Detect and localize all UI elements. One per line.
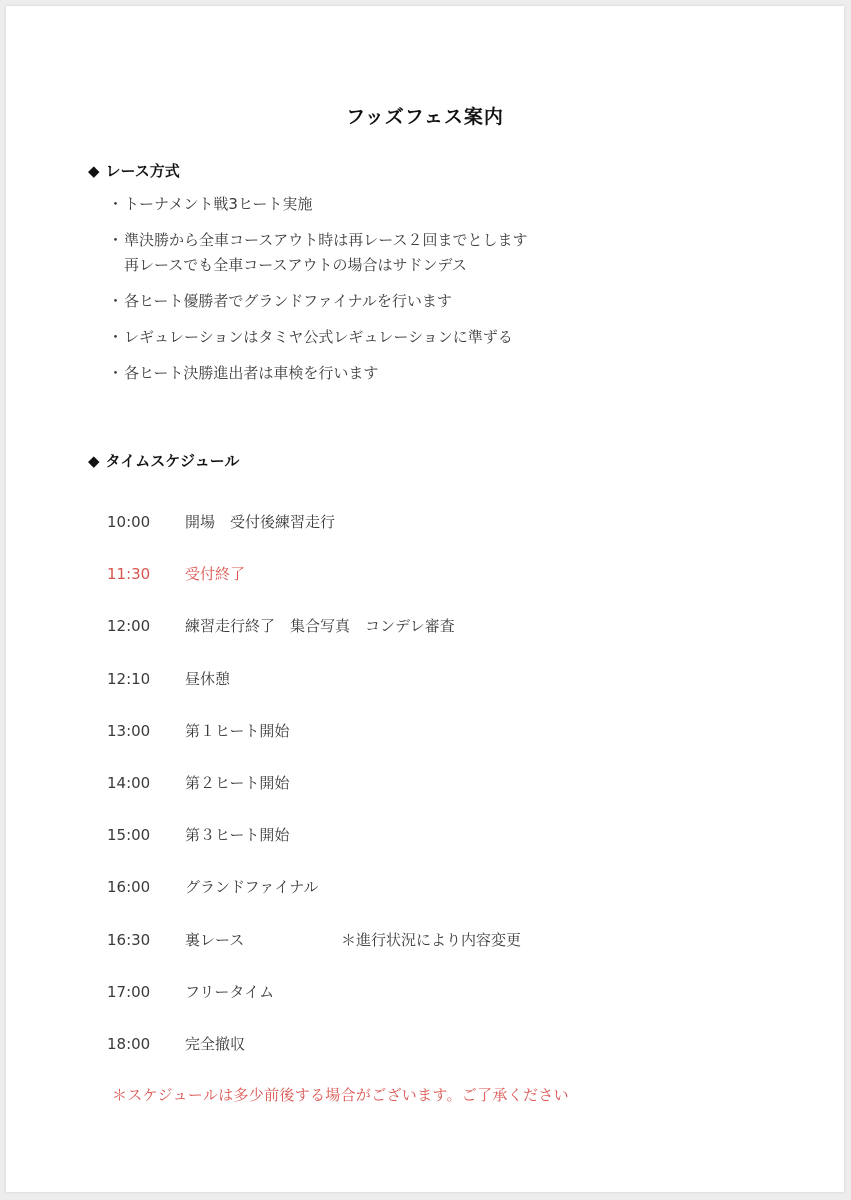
schedule-row <box>107 614 807 666</box>
schedule-row <box>107 771 807 823</box>
race-format-item <box>106 325 806 350</box>
schedule-row <box>107 875 807 927</box>
schedule-event: 昼休憩 <box>185 669 231 688</box>
schedule-note: ＊進行状況により内容変更 <box>341 930 522 949</box>
schedule-time: 12:00 <box>107 617 151 636</box>
schedule-time: 11:30 <box>107 565 151 584</box>
bullet-dot-icon: ・ <box>108 195 124 213</box>
schedule-time: 13:00 <box>107 721 151 740</box>
schedule-footnote: ＊スケジュールは多少前後する場合がございます。ご了承ください <box>112 1086 569 1104</box>
time-schedule-heading-label: タイムスケジュール <box>105 452 240 470</box>
race-format-item <box>106 228 806 278</box>
race-format-item-text: 準決勝から全車コースアウト時は再レース２回までとします <box>124 231 528 249</box>
bullet-dot-icon: ・ <box>108 328 124 346</box>
schedule-event: 開場 受付後練習走行 <box>185 513 336 531</box>
race-format-item-text: 各ヒート決勝進出者は車検を行います <box>124 364 379 382</box>
schedule-row <box>107 667 807 719</box>
schedule-row <box>107 823 807 875</box>
time-schedule-heading <box>88 450 239 471</box>
schedule-time: 14:00 <box>107 773 151 792</box>
schedule-row <box>107 1032 807 1084</box>
schedule-event: フリータイム <box>185 982 275 1001</box>
schedule-event: 第２ヒート開始 <box>185 773 290 792</box>
bullet-dot-icon: ・ <box>108 292 124 310</box>
document-page <box>6 6 844 1192</box>
schedule-time: 12:10 <box>107 669 151 688</box>
race-format-item-text: レギュレーションはタミヤ公式レギュレーションに準ずる <box>124 328 513 346</box>
diamond-marker-icon: ◆ <box>88 161 100 180</box>
schedule-event: 受付終了 <box>185 565 246 584</box>
schedule-event: 完全撤収 <box>185 1034 246 1053</box>
schedule-time: 18:00 <box>107 1034 151 1053</box>
page-title: フッズフェス案内 <box>346 106 504 128</box>
time-schedule-table <box>107 510 807 1084</box>
schedule-row <box>107 719 807 771</box>
schedule-event: 裏レース <box>185 930 245 949</box>
race-format-heading-label: レース方式 <box>105 162 180 180</box>
race-format-item <box>106 289 806 314</box>
race-format-item <box>106 192 806 217</box>
schedule-row <box>107 928 807 980</box>
race-format-item-text: 再レースでも全車コースアウトの場合はサドンデス <box>124 256 467 274</box>
race-format-item-text: 各ヒート優勝者でグランドファイナルを行います <box>124 292 452 310</box>
race-format-item <box>106 361 806 386</box>
schedule-row <box>107 562 807 614</box>
schedule-row <box>107 510 807 562</box>
schedule-event: グランドファイナル <box>185 878 319 897</box>
schedule-time: 15:00 <box>107 826 151 845</box>
schedule-time: 16:00 <box>107 878 151 897</box>
bullet-dot-icon: ・ <box>108 364 124 382</box>
diamond-marker-icon: ◆ <box>88 451 100 470</box>
schedule-row <box>107 980 807 1032</box>
schedule-event: 第３ヒート開始 <box>185 826 290 845</box>
schedule-time: 10:00 <box>107 513 151 531</box>
schedule-time: 17:00 <box>107 982 151 1001</box>
race-format-heading <box>88 160 180 181</box>
race-format-list <box>106 192 806 397</box>
schedule-event: 第１ヒート開始 <box>185 721 290 740</box>
bullet-dot-icon: ・ <box>108 231 124 249</box>
race-format-item-text: トーナメント戦3ヒート実施 <box>124 195 313 213</box>
schedule-time: 16:30 <box>107 930 151 949</box>
schedule-event: 練習走行終了 集合写真 コンデレ審査 <box>185 617 455 636</box>
